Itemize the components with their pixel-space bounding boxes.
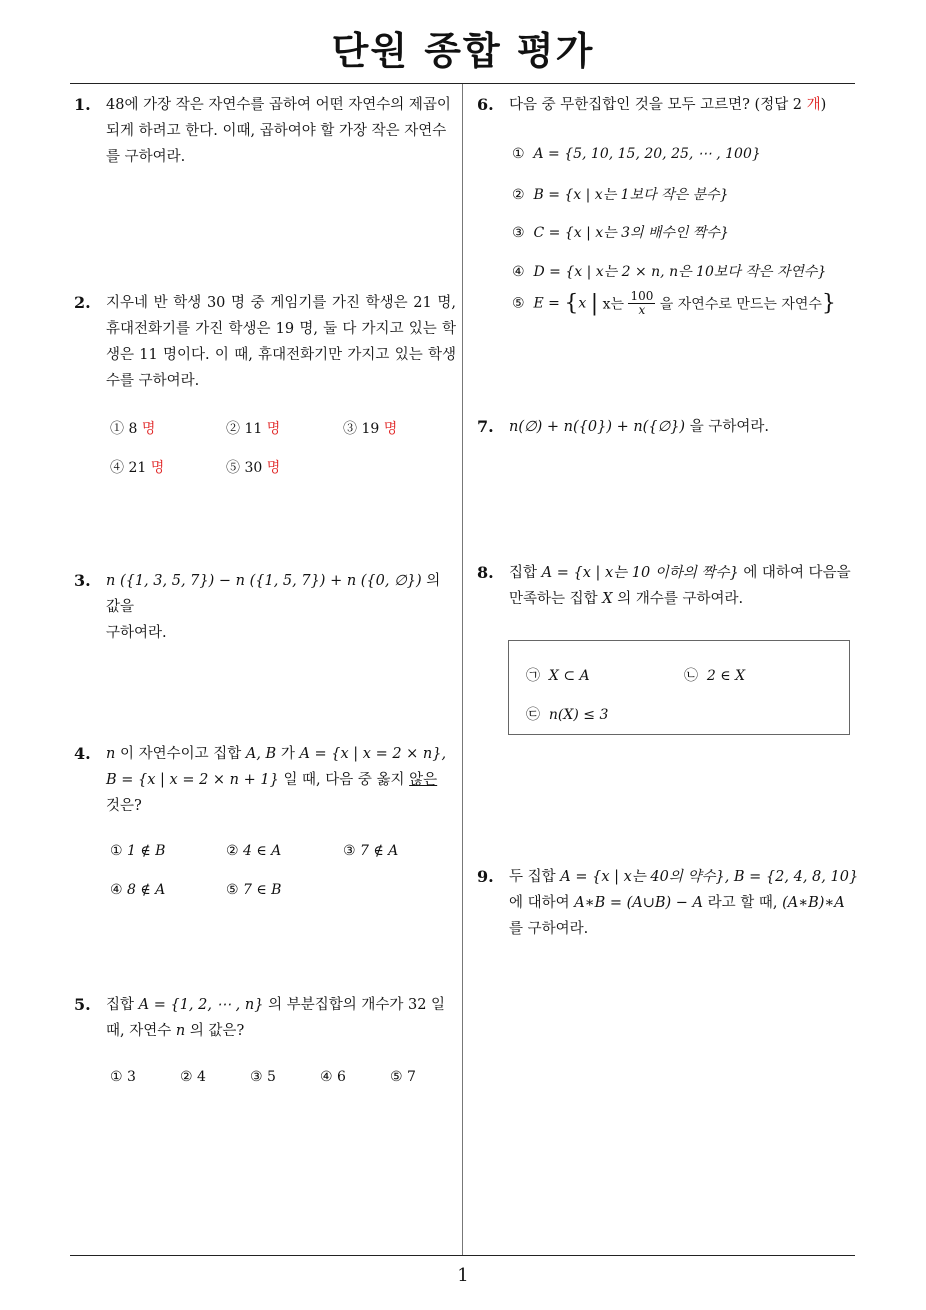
question-1	[74, 92, 456, 170]
option-4[interactable]: ④ 21 명	[110, 460, 165, 476]
underlined-text: 않은	[409, 772, 438, 788]
question-4	[74, 741, 456, 819]
question-number: 1.	[74, 95, 91, 114]
math-expression: A = {x | x = 2 × n},	[299, 746, 447, 762]
q6-option-1[interactable]: ① A = {5, 10, 15, 20, 25, ⋯ , 100}	[512, 146, 761, 162]
question-text: 48에 가장 작은 자연수를 곱하여 어떤 자연수의 제곱이 되게 하려고 한다. 이때, 곱하여야 할 가장 작은 자연수를 구하여라.	[106, 97, 451, 165]
column-divider	[462, 84, 463, 1256]
option-4[interactable]: ④ 8 ∉ A	[110, 882, 166, 898]
condition-2: ㉡ 2 ∈ X	[684, 668, 746, 684]
math-expression: A = {1, 2, ⋯ , n}	[138, 997, 264, 1013]
math-expression: A = {x | x는 10 이하의 짝수}	[541, 565, 739, 581]
q6-option-3[interactable]: ③ C = {x | x는 3의 배수인 짝수}	[512, 225, 729, 241]
question-text: 의 값을	[106, 573, 441, 615]
answer-unit: 개	[806, 97, 821, 113]
question-number: 2.	[74, 293, 91, 312]
question-text: 에 대하여 다음을	[743, 565, 851, 581]
math-var: n	[106, 746, 116, 762]
math-expression: (A∗B)∗A	[782, 895, 845, 911]
question-number: 8.	[477, 563, 494, 582]
option-1[interactable]: ① 8 명	[110, 421, 156, 437]
question-text: 가	[280, 746, 295, 762]
question-text: 두 집합	[509, 869, 556, 885]
question-text: 를 구하여라.	[509, 921, 589, 937]
math-expression: B = {x | x = 2 × n + 1}	[106, 772, 279, 788]
question-text: 때, 자연수	[106, 1023, 172, 1039]
q6-option-2[interactable]: ② B = {x | x는 1보다 작은 분수}	[512, 187, 729, 203]
option-2[interactable]: ② 11 명	[226, 421, 281, 437]
math-var: n	[175, 1023, 186, 1039]
condition-1: ㉠ X ⊂ A	[526, 668, 590, 684]
option-3[interactable]: ③ 19 명	[343, 421, 398, 437]
question-8	[477, 560, 862, 612]
question-number: 4.	[74, 744, 91, 763]
question-text: 을 구하여라.	[689, 419, 769, 435]
question-number: 9.	[477, 867, 494, 886]
q6-option-4[interactable]: ④ D = {x | x는 2 × n, n은 10보다 작은 자연수}	[512, 264, 827, 280]
math-expression: A = {x | x는 40의 약수}, B = {2, 4, 8, 10}	[560, 869, 859, 885]
question-text: 만족하는 집합	[509, 591, 598, 607]
option-5[interactable]: ⑤ 30 명	[226, 460, 281, 476]
question-text: 집합	[509, 565, 538, 581]
question-text: 의 부분집합의 개수가 32 일	[268, 997, 446, 1013]
option-3[interactable]: ③ 5	[250, 1069, 276, 1085]
question-number: 5.	[74, 995, 91, 1014]
math-var: A, B	[245, 746, 277, 762]
question-text: 다음 중 무한집합인 것을 모두 고르면? (정답 2	[509, 97, 803, 113]
condition-3: ㉢ n(X) ≤ 3	[526, 707, 609, 723]
option-5[interactable]: ⑤ 7	[390, 1069, 416, 1085]
option-4[interactable]: ④ 6	[320, 1069, 346, 1085]
math-expression: n ({1, 3, 5, 7}) − n ({1, 5, 7}) + n ({0, ∅})	[106, 573, 422, 589]
question-text: 의 개수를 구하여라.	[617, 591, 744, 607]
question-text: 에 대하여	[509, 895, 570, 911]
option-1[interactable]: ① 1 ∉ B	[110, 843, 166, 859]
fraction: $\frac{100}{x}$	[630, 289, 654, 317]
question-5	[74, 992, 456, 1044]
question-number: 6.	[477, 95, 494, 114]
math-var: X	[602, 591, 613, 607]
question-text: 것은?	[106, 798, 142, 814]
question-6: 6. 다음 중 무한집합인 것을 모두 고르면? (정답 2 개)	[477, 92, 862, 118]
option-2[interactable]: ② 4 ∈ A	[226, 843, 282, 859]
question-text: 이 자연수이고 집합	[119, 746, 242, 762]
q6-option-5[interactable]: ⑤ E = {x | x는 $\frac{100}{x}$ 을 자연수로 만드는 자연수}	[512, 289, 836, 317]
question-text: 집합	[106, 997, 135, 1013]
question-text: 의 값은?	[189, 1023, 245, 1039]
option-2[interactable]: ② 4	[180, 1069, 206, 1085]
question-9	[477, 864, 862, 942]
question-text: 지우네 반 학생 30 명 중 게임기를 가진 학생은 21 명, 휴대전화기를 가진 학생은 19 명, 둘 다 가지고 있는 학생은 11 명이다. 이 때, 휴대전화기만 가지고 있는 학생 수를 구하여라.	[106, 295, 456, 389]
question-3	[74, 568, 456, 646]
option-3[interactable]: ③ 7 ∉ A	[343, 843, 399, 859]
option-1[interactable]: ① 3	[110, 1069, 136, 1085]
page-number: 1	[457, 1265, 469, 1286]
page-title: 단원 종합 평가	[331, 29, 595, 73]
question-text-2: 구하여라.	[106, 625, 167, 641]
question-number: 7.	[477, 417, 494, 436]
option-5[interactable]: ⑤ 7 ∈ B	[226, 882, 282, 898]
question-text: 라고 할 때,	[707, 895, 778, 911]
question-2	[74, 290, 456, 394]
bottom-rule	[70, 1255, 855, 1256]
math-expression: n(∅) + n({0}) + n({∅})	[509, 419, 686, 435]
math-expression: A∗B = (A∪B) − A	[574, 895, 704, 911]
question-number: 3.	[74, 571, 91, 590]
question-text: 일 때, 다음 중 옳지	[283, 772, 405, 788]
question-7	[477, 414, 862, 440]
